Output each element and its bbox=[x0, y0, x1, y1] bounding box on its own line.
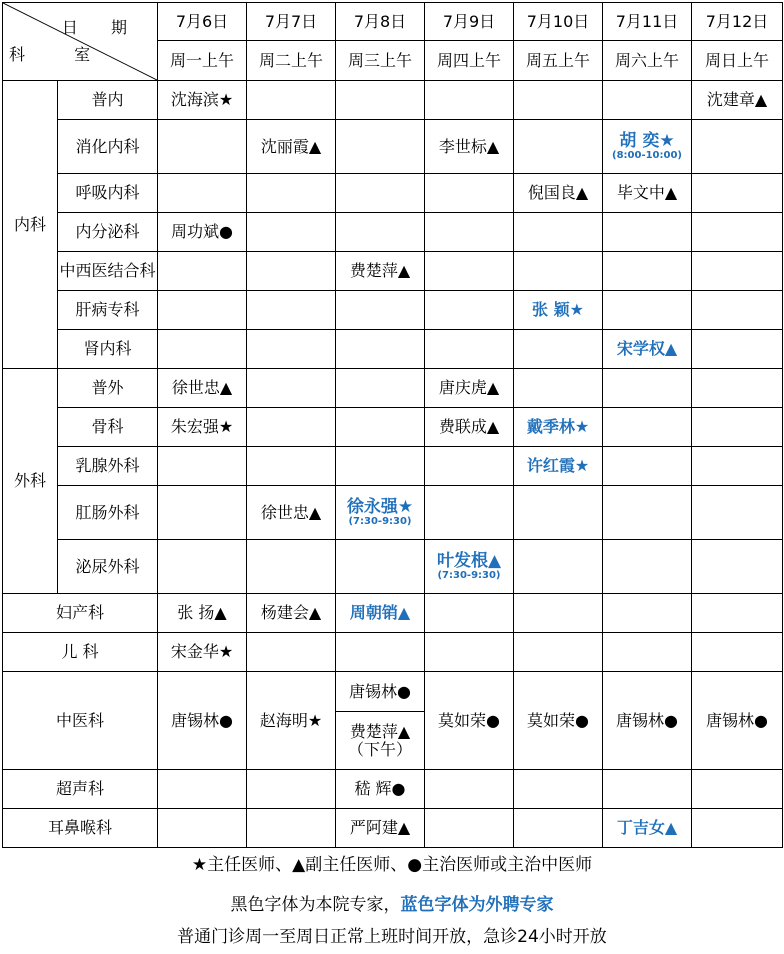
empty-cell bbox=[425, 213, 514, 252]
dept-cell: 呼吸内科 bbox=[58, 174, 158, 213]
empty-cell bbox=[692, 633, 783, 672]
empty-cell bbox=[425, 447, 514, 486]
legend-line-2 bbox=[0, 894, 784, 916]
empty-cell bbox=[247, 213, 336, 252]
doctor-cell-external bbox=[425, 540, 514, 594]
doctor-cell-external bbox=[336, 486, 425, 540]
empty-cell bbox=[692, 213, 783, 252]
empty-cell bbox=[247, 291, 336, 330]
empty-cell bbox=[692, 540, 783, 594]
empty-cell bbox=[425, 633, 514, 672]
doctor-cell: 唐锡林● bbox=[603, 672, 692, 770]
doctor-cell-external: 许红霞★ bbox=[514, 447, 603, 486]
empty-cell bbox=[158, 252, 247, 291]
time-note: (7:30-9:30) bbox=[348, 516, 412, 527]
external-doctor-name: 叶发根▲ bbox=[436, 551, 502, 571]
doctor-cell-external: 张 颖★ bbox=[514, 291, 603, 330]
empty-cell bbox=[603, 540, 692, 594]
doctor-cell: 徐世忠▲ bbox=[247, 486, 336, 540]
doctor-cell: 杨建会▲ bbox=[247, 594, 336, 633]
weekday-cell: 周三上午 bbox=[336, 41, 425, 81]
empty-cell bbox=[692, 291, 783, 330]
empty-cell bbox=[425, 291, 514, 330]
doctor-cell: 赵海明★ bbox=[247, 672, 336, 770]
diagonal-divider bbox=[3, 3, 157, 80]
empty-cell bbox=[603, 252, 692, 291]
empty-cell bbox=[514, 594, 603, 633]
empty-cell bbox=[247, 81, 336, 120]
dept-cell: 中西医结合科 bbox=[58, 252, 158, 291]
doctor-cell: 唐锡林● bbox=[336, 672, 425, 712]
doctor-cell-external: 戴季林★ bbox=[514, 408, 603, 447]
empty-cell bbox=[603, 486, 692, 540]
empty-cell bbox=[158, 809, 247, 848]
doctor-cell: 沈建章▲ bbox=[692, 81, 783, 120]
weekday-cell: 周二上午 bbox=[247, 41, 336, 81]
dept-header-label: 科 室 bbox=[9, 45, 113, 64]
empty-cell bbox=[247, 330, 336, 369]
weekday-cell: 周四上午 bbox=[425, 41, 514, 81]
empty-cell bbox=[247, 252, 336, 291]
empty-cell bbox=[336, 447, 425, 486]
empty-cell bbox=[692, 594, 783, 633]
empty-cell bbox=[158, 486, 247, 540]
empty-cell bbox=[692, 770, 783, 809]
empty-cell bbox=[603, 770, 692, 809]
empty-cell bbox=[336, 81, 425, 120]
empty-cell bbox=[514, 540, 603, 594]
schedule-table bbox=[2, 2, 783, 848]
doctor-cell: 周功斌● bbox=[158, 213, 247, 252]
date-cell: 7月9日 bbox=[425, 3, 514, 41]
doctor-cell: 费联成▲ bbox=[425, 408, 514, 447]
empty-cell bbox=[425, 330, 514, 369]
doctor-cell: 朱宏强★ bbox=[158, 408, 247, 447]
external-doctor-name: 徐永强★ bbox=[346, 497, 414, 517]
dept-cell: 消化内科 bbox=[58, 120, 158, 174]
doctor-cell: 沈海滨★ bbox=[158, 81, 247, 120]
dept-cell: 骨科 bbox=[58, 408, 158, 447]
dept-cell: 儿 科 bbox=[3, 633, 158, 672]
empty-cell bbox=[425, 252, 514, 291]
doctor-cell-external bbox=[603, 120, 692, 174]
empty-cell bbox=[514, 213, 603, 252]
empty-cell bbox=[247, 633, 336, 672]
doctor-cell: 嵇 辉● bbox=[336, 770, 425, 809]
empty-cell bbox=[692, 330, 783, 369]
empty-cell bbox=[336, 291, 425, 330]
empty-cell bbox=[247, 369, 336, 408]
doctor-name: 费楚萍▲ bbox=[349, 721, 411, 741]
empty-cell bbox=[425, 174, 514, 213]
empty-cell bbox=[514, 486, 603, 540]
doctor-cell: 毕文中▲ bbox=[603, 174, 692, 213]
empty-cell bbox=[158, 330, 247, 369]
dept-cell: 耳鼻喉科 bbox=[3, 809, 158, 848]
empty-cell bbox=[514, 770, 603, 809]
weekday-cell: 周一上午 bbox=[158, 41, 247, 81]
doctor-cell-afternoon bbox=[336, 712, 425, 770]
empty-cell bbox=[336, 408, 425, 447]
date-cell: 7月12日 bbox=[692, 3, 783, 41]
doctor-cell: 费楚萍▲ bbox=[336, 252, 425, 291]
empty-cell bbox=[247, 809, 336, 848]
empty-cell bbox=[603, 594, 692, 633]
dept-cell: 泌尿外科 bbox=[58, 540, 158, 594]
empty-cell bbox=[514, 369, 603, 408]
empty-cell bbox=[425, 809, 514, 848]
empty-cell bbox=[603, 633, 692, 672]
empty-cell bbox=[158, 291, 247, 330]
doctor-cell: 唐锡林● bbox=[692, 672, 783, 770]
empty-cell bbox=[514, 633, 603, 672]
empty-cell bbox=[336, 213, 425, 252]
empty-cell bbox=[425, 770, 514, 809]
empty-cell bbox=[692, 486, 783, 540]
empty-cell bbox=[603, 213, 692, 252]
empty-cell bbox=[158, 447, 247, 486]
doctor-cell: 宋金华★ bbox=[158, 633, 247, 672]
header-corner-cell bbox=[3, 3, 158, 81]
empty-cell bbox=[514, 809, 603, 848]
dept-cell: 内分泌科 bbox=[58, 213, 158, 252]
group-neike: 内科 bbox=[3, 81, 58, 369]
empty-cell bbox=[158, 540, 247, 594]
date-header-label: 日 期 bbox=[61, 18, 141, 37]
external-doctor-name: 胡 奕★ bbox=[619, 131, 675, 151]
legend-black-text: 黑色字体为本院专家， bbox=[230, 895, 401, 915]
afternoon-note: （下午） bbox=[347, 739, 412, 759]
empty-cell bbox=[247, 540, 336, 594]
empty-cell bbox=[336, 369, 425, 408]
doctor-cell: 李世标▲ bbox=[425, 120, 514, 174]
empty-cell bbox=[425, 81, 514, 120]
empty-cell bbox=[247, 447, 336, 486]
doctor-cell: 沈丽霞▲ bbox=[247, 120, 336, 174]
date-cell: 7月7日 bbox=[247, 3, 336, 41]
empty-cell bbox=[692, 447, 783, 486]
date-cell: 7月11日 bbox=[603, 3, 692, 41]
empty-cell bbox=[692, 809, 783, 848]
time-note: (8:00-10:00) bbox=[612, 150, 682, 161]
date-cell: 7月6日 bbox=[158, 3, 247, 41]
empty-cell bbox=[247, 174, 336, 213]
doctor-cell-external: 宋学权▲ bbox=[603, 330, 692, 369]
dept-cell: 乳腺外科 bbox=[58, 447, 158, 486]
empty-cell bbox=[336, 120, 425, 174]
empty-cell bbox=[336, 174, 425, 213]
empty-cell bbox=[514, 252, 603, 291]
dept-cell: 普内 bbox=[58, 81, 158, 120]
dept-cell: 肛肠外科 bbox=[58, 486, 158, 540]
empty-cell bbox=[692, 252, 783, 291]
group-waike: 外科 bbox=[3, 369, 58, 594]
empty-cell bbox=[603, 408, 692, 447]
time-note: (7:30-9:30) bbox=[437, 570, 501, 581]
doctor-cell: 严阿建▲ bbox=[336, 809, 425, 848]
empty-cell bbox=[514, 81, 603, 120]
empty-cell bbox=[158, 174, 247, 213]
date-cell: 7月10日 bbox=[514, 3, 603, 41]
dept-cell: 超声科 bbox=[3, 770, 158, 809]
empty-cell bbox=[603, 447, 692, 486]
empty-cell bbox=[247, 408, 336, 447]
doctor-cell: 张 扬▲ bbox=[158, 594, 247, 633]
legend-line-3: 普通门诊周一至周日正常上班时间开放，急诊24小时开放 bbox=[177, 927, 607, 947]
doctor-cell: 莫如荣● bbox=[514, 672, 603, 770]
doctor-cell: 倪国良▲ bbox=[514, 174, 603, 213]
doctor-cell: 唐锡林● bbox=[158, 672, 247, 770]
dept-cell: 肾内科 bbox=[58, 330, 158, 369]
empty-cell bbox=[514, 330, 603, 369]
empty-cell bbox=[603, 81, 692, 120]
doctor-cell: 莫如荣● bbox=[425, 672, 514, 770]
legend-line-1: ★主任医师、▲副主任医师、●主治医师或主治中医师 bbox=[191, 855, 593, 875]
empty-cell bbox=[336, 330, 425, 369]
empty-cell bbox=[692, 369, 783, 408]
empty-cell bbox=[425, 486, 514, 540]
empty-cell bbox=[336, 633, 425, 672]
empty-cell bbox=[247, 770, 336, 809]
empty-cell bbox=[692, 120, 783, 174]
dept-cell: 普外 bbox=[58, 369, 158, 408]
empty-cell bbox=[514, 120, 603, 174]
date-cell: 7月8日 bbox=[336, 3, 425, 41]
empty-cell bbox=[603, 291, 692, 330]
doctor-cell-external: 周朝销▲ bbox=[336, 594, 425, 633]
weekday-cell: 周日上午 bbox=[692, 41, 783, 81]
doctor-cell: 唐庆虎▲ bbox=[425, 369, 514, 408]
doctor-cell-external: 丁吉女▲ bbox=[603, 809, 692, 848]
empty-cell bbox=[425, 594, 514, 633]
empty-cell bbox=[336, 540, 425, 594]
empty-cell bbox=[158, 770, 247, 809]
weekday-cell: 周五上午 bbox=[514, 41, 603, 81]
empty-cell bbox=[158, 120, 247, 174]
empty-cell bbox=[692, 408, 783, 447]
empty-cell bbox=[603, 369, 692, 408]
legend-blue-text: 蓝色字体为外聘专家 bbox=[400, 895, 554, 915]
doctor-cell: 徐世忠▲ bbox=[158, 369, 247, 408]
empty-cell bbox=[692, 174, 783, 213]
weekday-cell: 周六上午 bbox=[603, 41, 692, 81]
dept-cell: 中医科 bbox=[3, 672, 158, 770]
dept-cell: 肝病专科 bbox=[58, 291, 158, 330]
dept-cell: 妇产科 bbox=[3, 594, 158, 633]
